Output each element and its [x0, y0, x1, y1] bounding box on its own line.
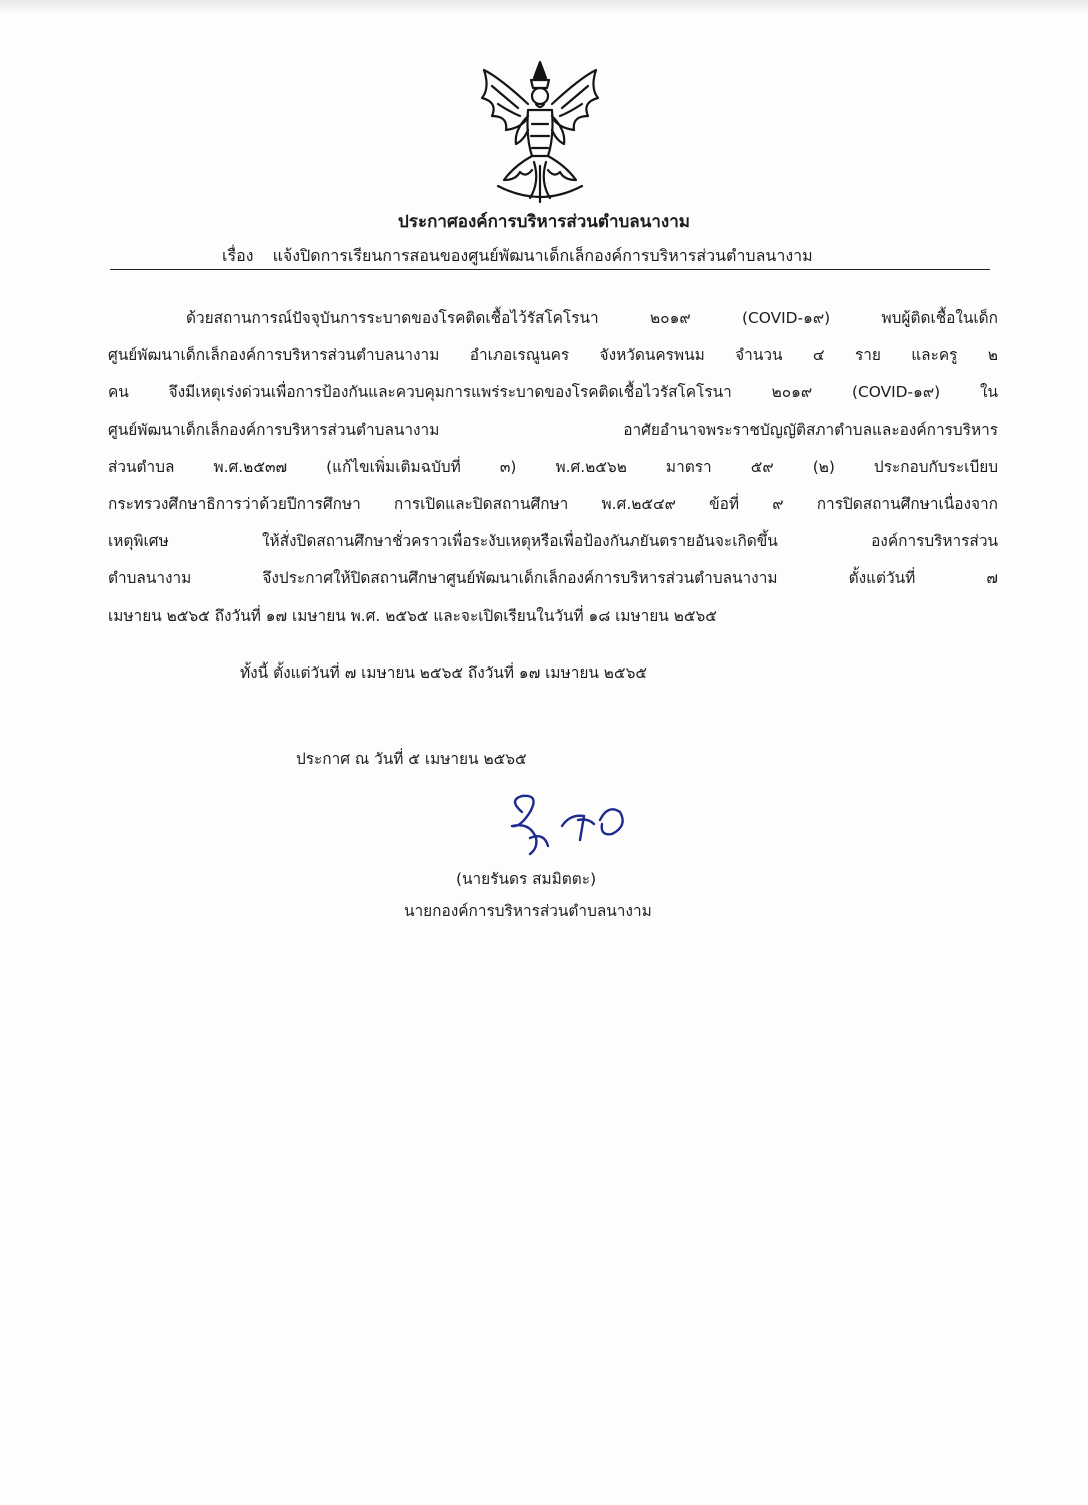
- body-line-7: เหตุพิเศษ ให้สั่งปิดสถานศึกษาชั่วคราวเพื่อระงับเหตุหรือเพื่อป้องกันภยันตรายอันจะเกิดขึ้น องค์การบริหารส่วน: [108, 532, 998, 551]
- signer-name: (นายรันดร สมมิตตะ): [456, 870, 597, 888]
- body-line-6: กระทรวงศึกษาธิการว่าด้วยปีการศึกษา การเปิดและปิดสถานศึกษา พ.ศ.๒๕๔๙ ข้อที่ ๙ การปิดสถานศึกษาเนื่องจาก: [108, 494, 998, 513]
- subject-line: [222, 244, 813, 269]
- garuda-emblem-icon: [470, 58, 610, 208]
- body-paragraph: [108, 300, 998, 635]
- subject-label: เรื่อง: [222, 246, 254, 265]
- announcement-title: ประกาศองค์การบริหารส่วนตำบลนางาม: [398, 212, 690, 232]
- scan-edge-shadow: [0, 0, 1088, 14]
- body-line-1: ด้วยสถานการณ์ปัจจุบันการระบาดของโรคติดเชื้อไว้รัสโคโรนา ๒๐๑๙ (COVID-๑๙) พบผู้ติดเชื้อในเด็ก: [186, 309, 998, 327]
- announcement-date: ประกาศ ณ วันที่ ๕ เมษายน ๒๕๖๕: [296, 750, 527, 768]
- body-line-4: ศูนย์พัฒนาเด็กเล็กองค์การบริหารส่วนตำบลนางาม อาศัยอำนาจพระราชบัญญัติสภาตำบลและองค์การบริหาร: [108, 420, 998, 439]
- handwritten-signature: [500, 790, 630, 860]
- subject-text: แจ้งปิดการเรียนการสอนของศูนย์พัฒนาเด็กเล็กองค์การบริหารส่วนตำบลนางาม: [272, 246, 813, 265]
- header-divider: [110, 269, 990, 270]
- effective-period: ทั้งนี้ ตั้งแต่วันที่ ๗ เมษายน ๒๕๖๕ ถึงวันที่ ๑๗ เมษายน ๒๕๖๕: [240, 664, 647, 682]
- body-line-8: ตำบลนางาม จึงประกาศให้ปิดสถานศึกษาศูนย์พัฒนาเด็กเล็กองค์การบริหารส่วนตำบลนางาม ตั้งแต่วันที่ ๗: [108, 569, 998, 588]
- body-line-5: ส่วนตำบล พ.ศ.๒๕๓๗ (แก้ไขเพิ่มเติมฉบับที่ ๓) พ.ศ.๒๕๖๒ มาตรา ๕๙ (๒) ประกอบกับระเบียบ: [108, 457, 998, 476]
- signer-position: นายกองค์การบริหารส่วนตำบลนางาม: [404, 902, 652, 920]
- body-line-3: คน จึงมีเหตุเร่งด่วนเพื่อการป้องกันและควบคุมการแพร่ระบาดของโรคติดเชื้อไวรัสโคโรนา ๒๐๑๙ (COVID-๑๙) ใน: [108, 383, 998, 402]
- body-line-9: เมษายน ๒๕๖๕ ถึงวันที่ ๑๗ เมษายน พ.ศ. ๒๕๖๕ และจะเปิดเรียนในวันที่ ๑๘ เมษายน ๒๕๖๕: [108, 606, 717, 625]
- body-line-2: ศูนย์พัฒนาเด็กเล็กองค์การบริหารส่วนตำบลนางาม อำเภอเรณูนคร จังหวัดนครพนม จำนวน ๔ ราย และครู ๒: [108, 346, 998, 365]
